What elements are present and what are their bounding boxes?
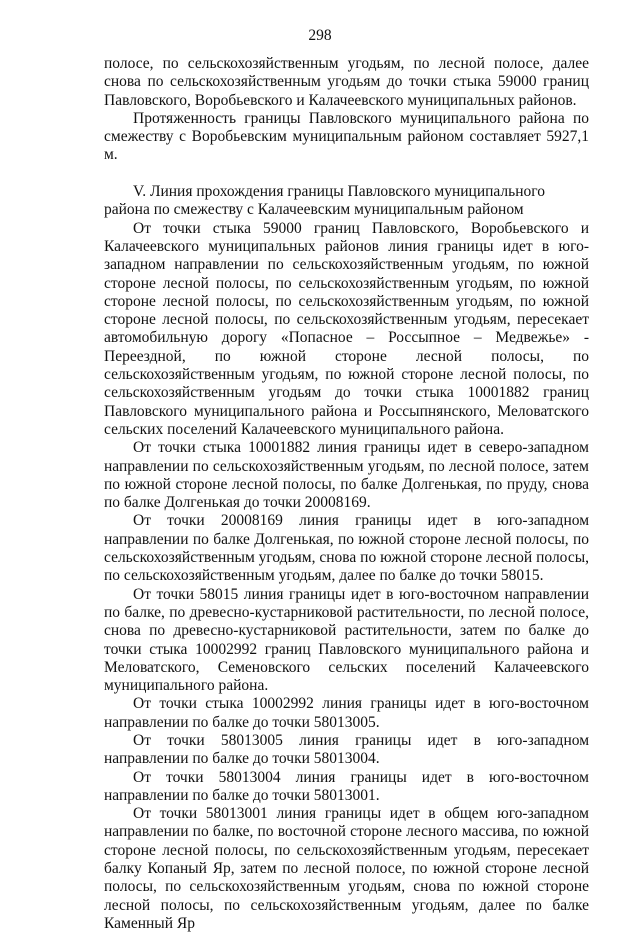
paragraph-length-summary: Протяженность границы Павловского муниципального района по смежеству с Воробьевским муниципальным районом составляет 5927,1 м. xyxy=(104,109,589,164)
document-body xyxy=(104,55,589,933)
paragraph-continuation: полосе, по сельскохозяйственным угодьям, по лесной полосе, далее снова по сельскохозяйственным угодьям до точки стыка 59000 границ Павловского, Воробьевского и Калачеевского муниципальных районов. xyxy=(104,55,589,109)
page-number: 298 xyxy=(308,27,332,44)
paragraph: От точки 20008169 линия границы идет в юго-западном направлении по балке Долгенькая, по южной стороне лесной полосы, по сельскохозяйственным угодьям, снова по южной стороне лесной полосы, по сельскохозяйственным угодьям, далее по балке до точки 58015. xyxy=(104,512,589,585)
paragraph: От точки стыка 10002992 линия границы идет в юго-восточном направлении по балке до точки 58013005. xyxy=(104,695,589,731)
paragraph: От точки стыка 59000 границ Павловского, Воробьевского и Калачеевского муниципальных районов линия границы идет в юго-западном направлении по сельскохозяйственным угодьям, по южной стороне лесной полосы, по сельскохозяйственным угодьям, по южной стороне лесной полосы, по сельскохозяйственным угодьям, по южной стороне лесной полосы, по сельскохозяйственным угодьям, пересекает автомобильную дорогу «Попасное – Россыпное – Медвежье» - Переездной, по южной стороне лесной полосы, по сельскохозяйственным угодьям, по южной стороне лесной полосы, по сельскохозяйственным угодьям до точки стыка 10001882 границ Павловского муниципального района и Россыпнянского, Меловатского сельских поселений Калачеевского муниципального района. xyxy=(104,219,589,438)
paragraph: От точки 58013004 линия границы идет в юго-восточном направлении по балке до точки 58013001. xyxy=(104,768,589,804)
paragraph: От точки 58013005 линия границы идет в юго-западном направлении по балке до точки 58013004. xyxy=(104,731,589,768)
paragraph: От точки 58013001 линия границы идет в общем юго-западном направлении по балке, по восточной стороне лесного массива, по южной стороне лесной полосы, по сельскохозяйственным угодьям, пересекает балку Копаный Яр, затем по лесной полосе, по южной стороне лесной полосы, по сельскохозяйственным угодьям, снова по южной стороне лесной полосы, по сельскохозяйственным угодьям, далее по балке Каменный Яр xyxy=(104,805,589,932)
section-heading: V. Линия прохождения границы Павловского муниципального района по смежеству с Калачеевским муниципальным районом xyxy=(104,183,545,219)
paragraph: От точки 58015 линия границы идет в юго-восточном направлении по балке, по древесно-кустарниковой растительности, по лесной полосе, снова по древесно-кустарниковой растительности, затем по балке до точки стыка 10002992 границ Павловского муниципального района и Меловатского, Семеновского сельских поселений Калачеевского муниципального района. xyxy=(104,585,589,695)
paragraph: От точки стыка 10001882 линия границы идет в северо-западном направлении по сельскохозяйственным угодьям, по лесной полосе, затем по южной стороне лесной полосы, по балке Долгенькая, по пруду, снова по балке Долгенькая до точки 20008169. xyxy=(104,439,589,512)
